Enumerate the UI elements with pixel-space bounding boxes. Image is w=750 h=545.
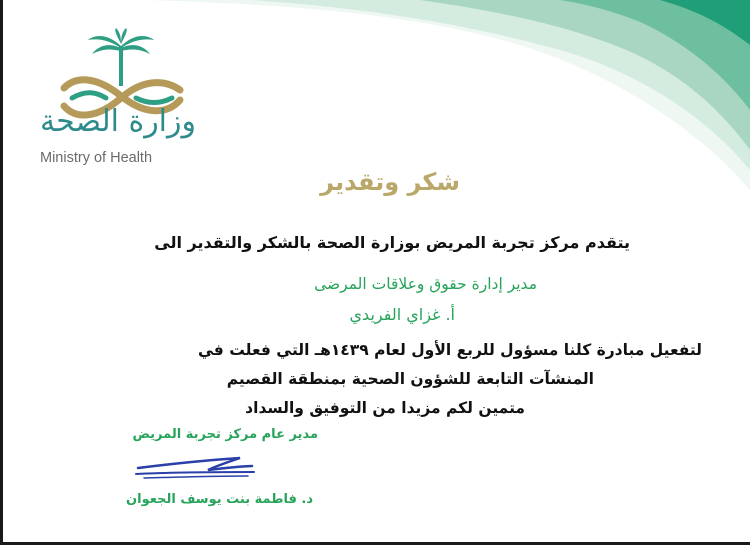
- signatory-name: د. فاطمة بنت يوسف الجعوان: [126, 492, 313, 507]
- recipient-name: أ. غزاي الفريدي: [349, 305, 455, 324]
- body-line-1: لتفعيل مبادرة كلنا مسؤول للربع الأول لعام ١٤٣٩هـ التي فعلت في: [198, 341, 702, 359]
- recipient-role: مدير إدارة حقوق وعلاقات المرضى: [314, 275, 537, 293]
- body-line-2: المنشآت التابعة للشؤون الصحية بمنطقة القصيم: [226, 370, 594, 388]
- signatory-title: مدير عام مركز تجربة المريض: [132, 427, 318, 442]
- intro-line: يتقدم مركز تجربة المريض بوزارة الصحة بالشكر والتقدير الى: [154, 233, 630, 252]
- signature-mark: [130, 448, 260, 488]
- logo-arabic-name: وزارة الصحة: [40, 104, 196, 139]
- body-line-3: متمين لكم مزيدا من التوفيق والسداد: [245, 399, 525, 417]
- certificate-title: شكر وتقدير: [320, 168, 460, 196]
- logo-english-name: Ministry of Health: [40, 150, 153, 166]
- frame-left-edge: [0, 0, 3, 545]
